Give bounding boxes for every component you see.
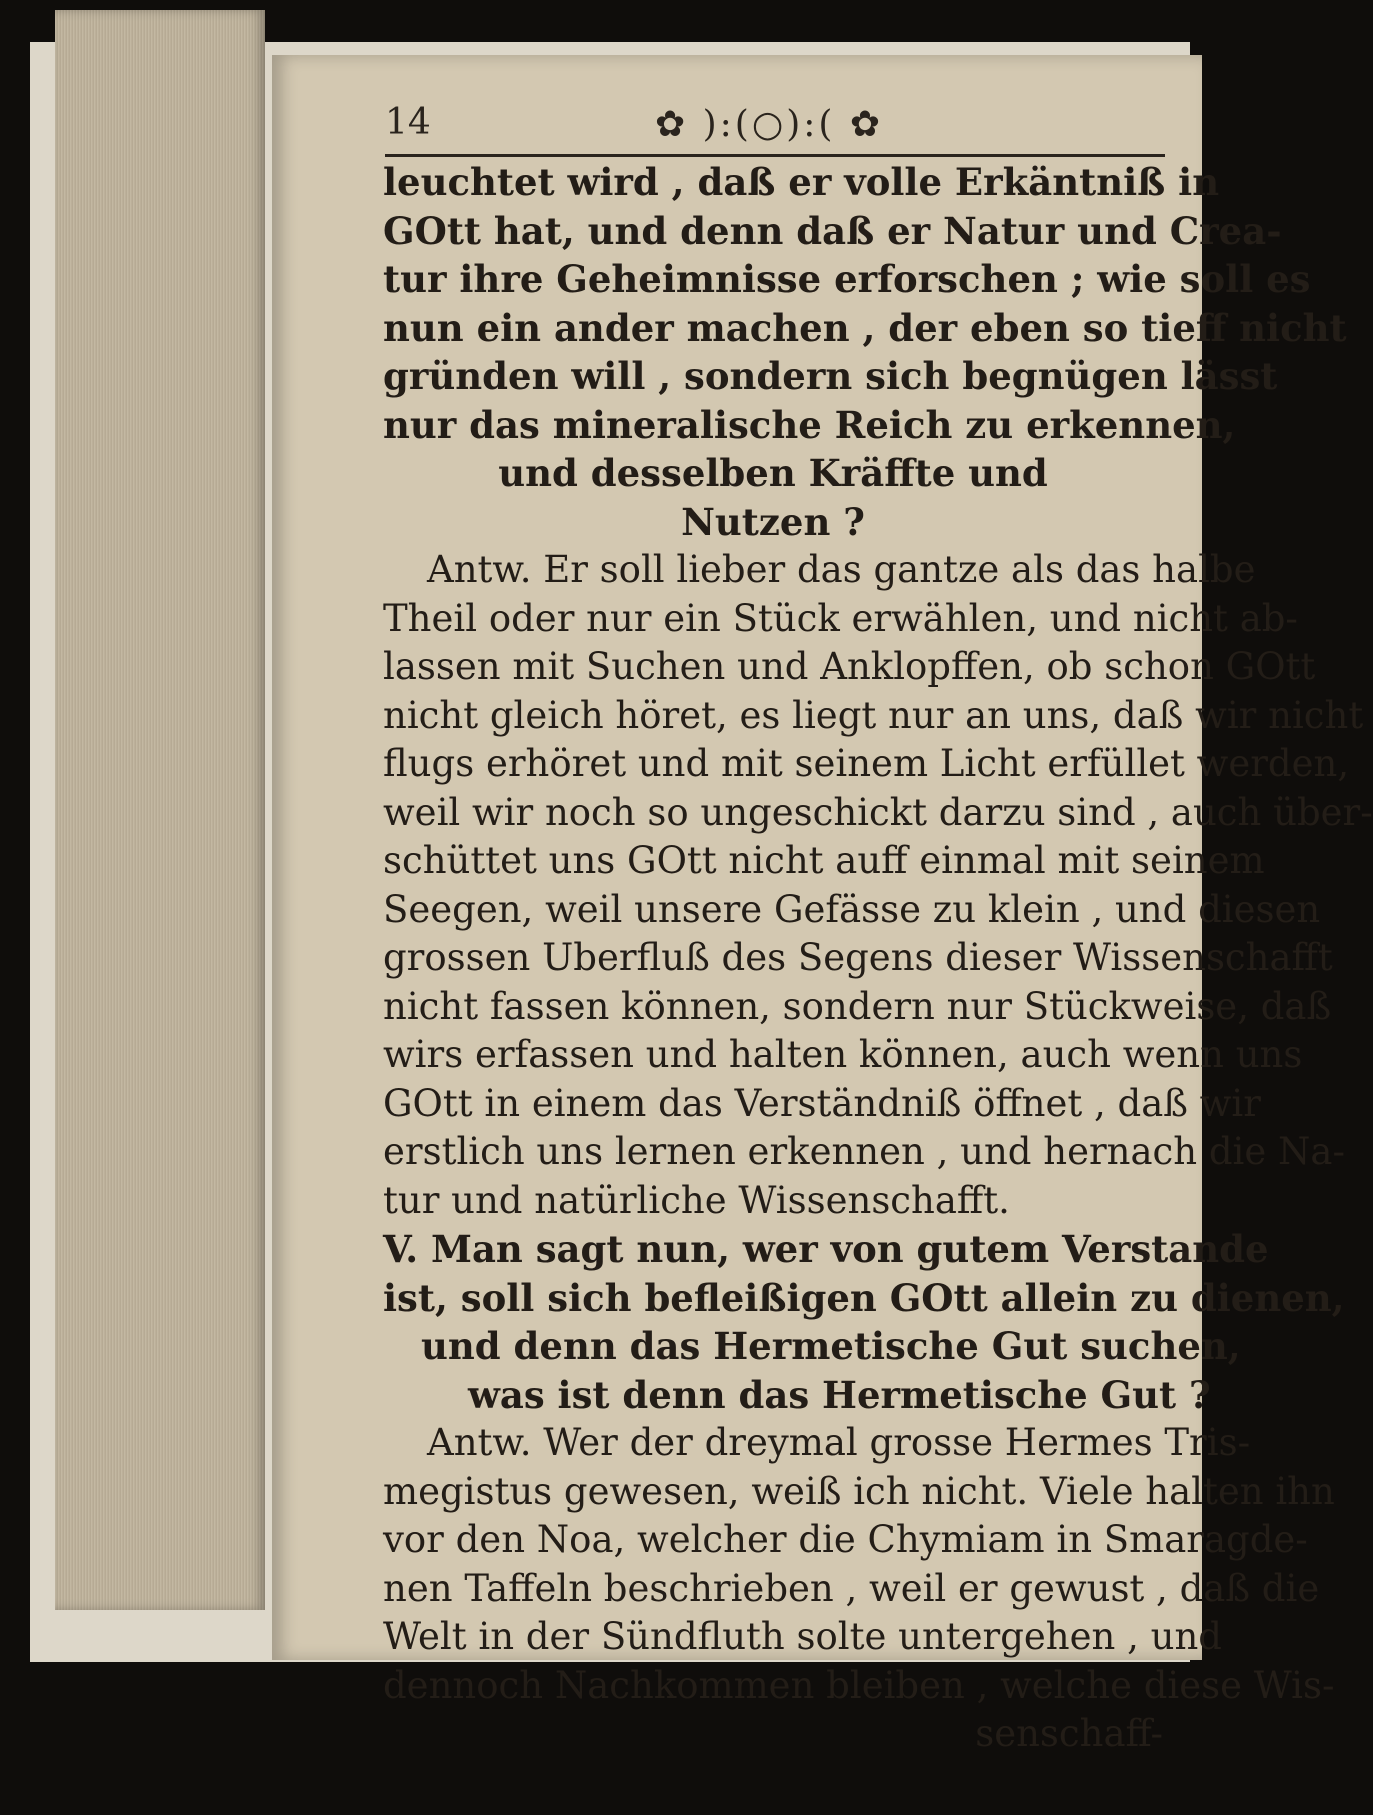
text-line: V. Man sagt nun, wer von gutem Verstande [383, 1227, 1269, 1271]
text-line: ist, soll sich befleißigen GOtt allein zu dienen, [383, 1275, 1345, 1320]
text-line: leuchtet wird , daß er volle Erkäntniß in [383, 160, 1220, 204]
text-line: Seegen, weil unsere Gefässe zu klein , und diesen [383, 887, 1321, 931]
text-line: und desselben Kräffte und [498, 451, 1048, 495]
text-line: weil wir noch so ungeschickt darzu sind , auch über- [383, 790, 1373, 834]
text-line: dennoch Nachkommen bleiben , welche diese Wis- [383, 1663, 1335, 1707]
text-line: Welt in der Sündfluth solte untergehen , und [383, 1615, 1222, 1658]
text-line: tur und natürliche Wissenschafft. [383, 1178, 1010, 1222]
text-line: nun ein ander machen , der eben so tieff nicht [383, 305, 1347, 350]
text-line: Antw. Wer der dreymal grosse Hermes Tris- [427, 1421, 1251, 1464]
text-line: nicht gleich höret, es liegt nur an uns, daß wir nicht [383, 693, 1364, 737]
text-line: senschaff- [975, 1712, 1163, 1755]
text-line: nen Taffeln beschrieben , weil er gewust , daß die [383, 1566, 1320, 1610]
text-line: Antw. Er soll lieber das gantze als das halbe [427, 548, 1256, 591]
page-header [385, 102, 1165, 157]
text-line: schüttet uns GOtt nicht auff einmal mit seinem [383, 839, 1265, 882]
text-line: wirs erfassen und halten können, auch wenn uns [383, 1033, 1303, 1076]
page-text [383, 158, 1373, 1759]
text-line: vor den Noa, welcher die Chymiam in Smaragde- [383, 1518, 1308, 1561]
page-edges [55, 10, 265, 1610]
text-line: GOtt hat, und denn daß er Natur und Crea- [383, 208, 1282, 253]
text-line: grossen Uberfluß des Segens dieser Wissenschafft [383, 936, 1333, 979]
text-line: was ist denn das Hermetische Gut ? [468, 1372, 1211, 1417]
text-line: nicht fassen können, sondern nur Stückweise, daß [383, 984, 1332, 1028]
page-number: 14 [385, 102, 431, 143]
text-line: gründen will , sondern sich begnügen lässt [383, 354, 1278, 398]
text-line: Nutzen ? [681, 499, 865, 544]
text-line: nur das mineralische Reich zu erkennen, [383, 402, 1236, 447]
text-line: lassen mit Suchen und Anklopffen, ob schon GOtt [383, 645, 1316, 688]
text-line: GOtt in einem das Verständniß öffnet , daß wir [383, 1081, 1261, 1125]
text-line: und denn das Hermetische Gut suchen, [421, 1324, 1241, 1368]
text-line: flugs erhöret und mit seinem Licht erfüllet werden, [383, 742, 1350, 785]
text-line: Theil oder nur ein Stück erwählen, und nicht ab- [383, 596, 1298, 640]
header-ornament: ✿ ):(○):( ✿ [655, 104, 884, 145]
text-line: megistus gewesen, weiß ich nicht. Viele halten ihn [383, 1469, 1335, 1513]
text-line: erstlich uns lernen erkennen , und hernach die Na- [383, 1130, 1345, 1173]
text-line: tur ihre Geheimnisse erforschen ; wie soll es [383, 257, 1311, 301]
